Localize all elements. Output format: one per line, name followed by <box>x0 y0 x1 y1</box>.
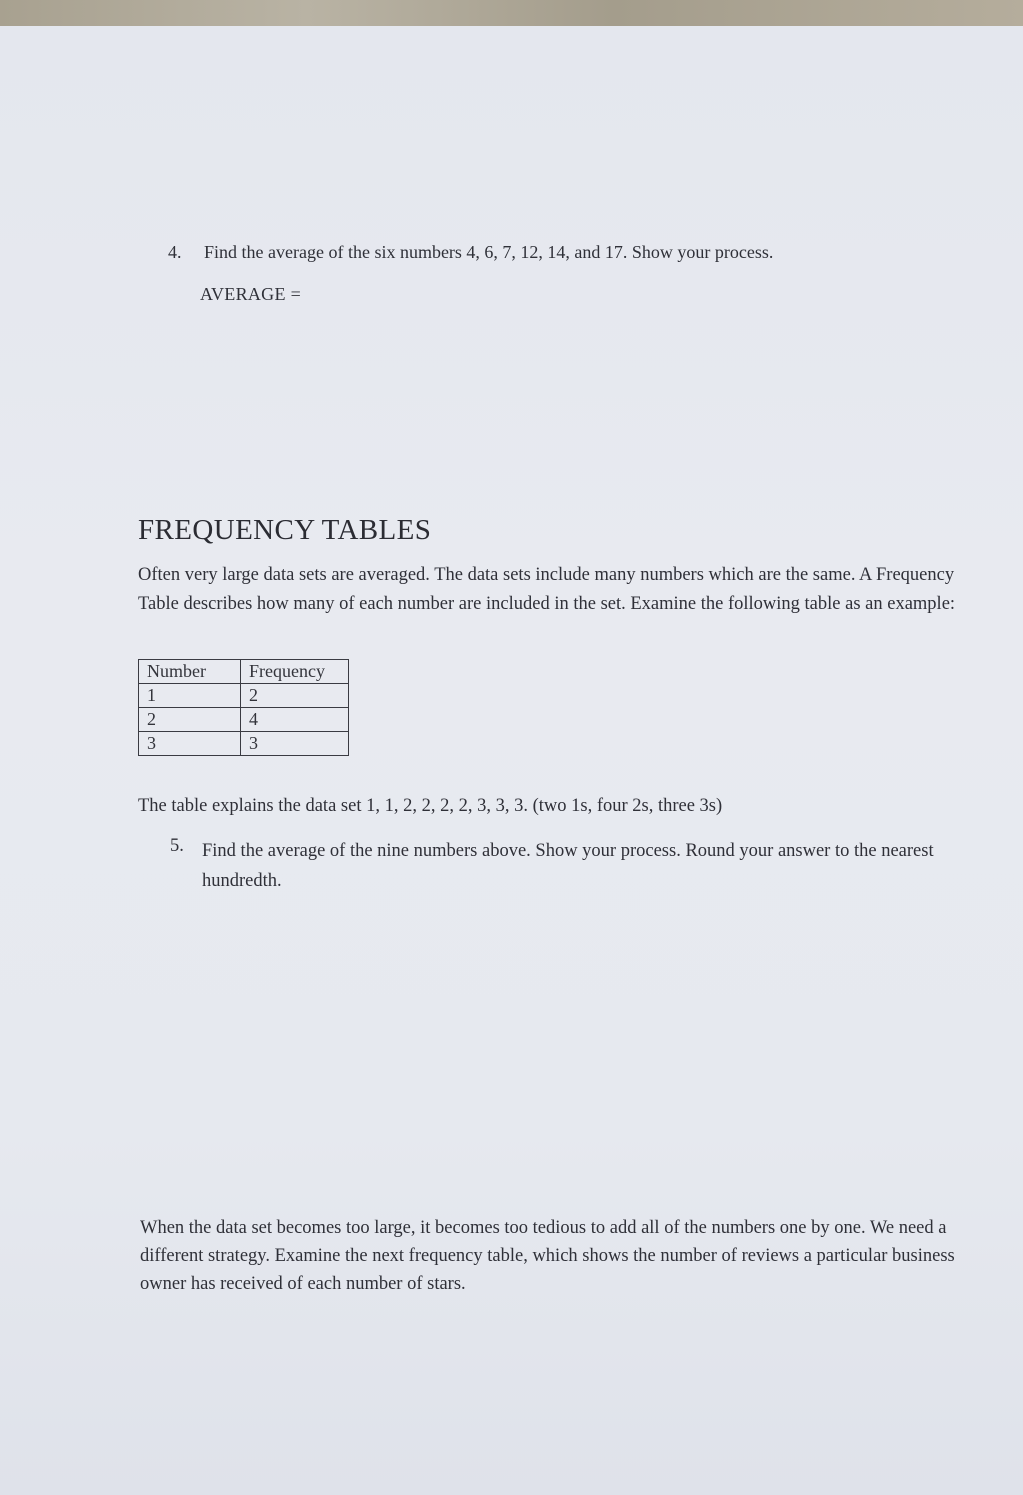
worksheet-page <box>0 26 1023 1495</box>
question-4-text: Find the average of the six numbers 4, 6, 7, 12, 14, and 17. Show your process. <box>204 242 774 262</box>
frequency-table <box>138 659 349 756</box>
table-header-frequency: Frequency <box>241 660 349 684</box>
question-4-number: 4. <box>168 242 182 262</box>
question-5-text: Find the average of the nine numbers above. Show your process. Round your answer to the nearest hundredth. <box>202 841 934 891</box>
data-set-explanation: The table explains the data set 1, 1, 2, 2, 2, 2, 3, 3, 3. (two 1s, four 2s, three 3s) <box>138 796 723 816</box>
table-row <box>139 684 349 708</box>
closing-paragraph: When the data set becomes too large, it becomes too tedious to add all of the numbers one by one. We need a different strategy. Examine the next frequency table, which shows the number of reviews a particular business owner has received of each number of stars. <box>140 1218 955 1294</box>
intro-paragraph: Often very large data sets are averaged. The data sets include many numbers which are the same. A Frequency Table describes how many of each number are included in the set. Examine the following table as an example: <box>138 565 956 614</box>
table-cell-number: 3 <box>139 732 241 756</box>
table-cell-frequency: 3 <box>241 732 349 756</box>
table-header-number: Number <box>139 660 241 684</box>
section-heading: FREQUENCY TABLES <box>138 514 432 546</box>
question-5-number: 5. <box>170 836 184 856</box>
table-row <box>139 708 349 732</box>
table-cell-frequency: 2 <box>241 684 349 708</box>
table-header-row <box>139 660 349 684</box>
table-cell-number: 1 <box>139 684 241 708</box>
table-row <box>139 732 349 756</box>
table-cell-number: 2 <box>139 708 241 732</box>
table-cell-frequency: 4 <box>241 708 349 732</box>
average-label: AVERAGE = <box>200 284 302 304</box>
